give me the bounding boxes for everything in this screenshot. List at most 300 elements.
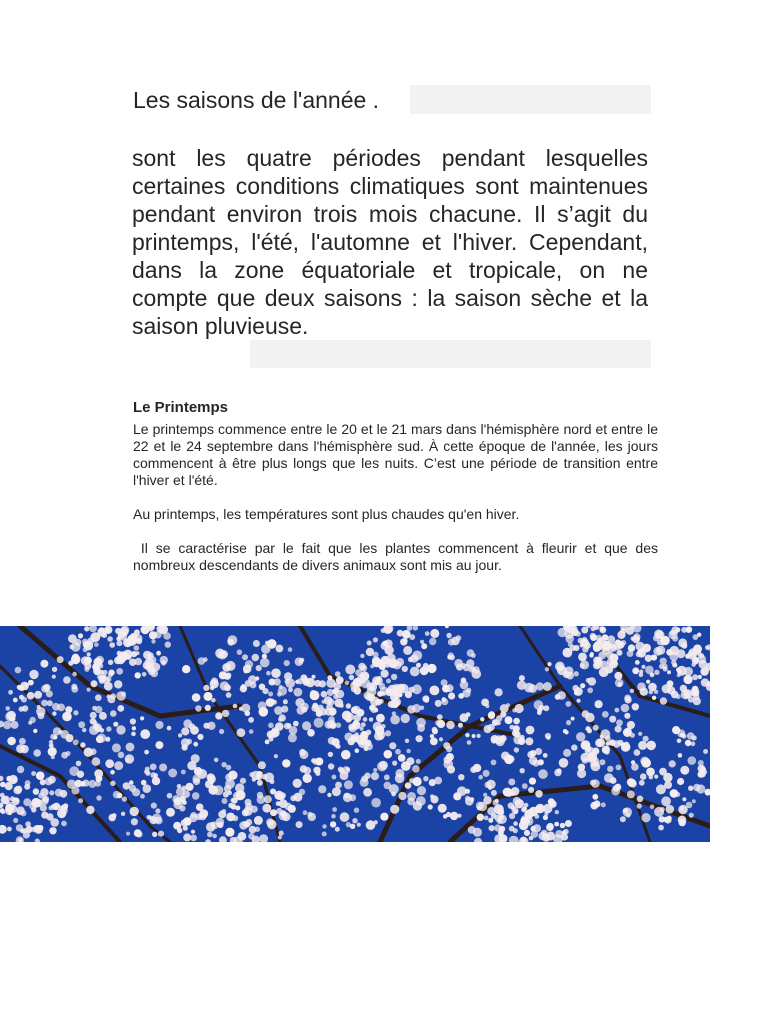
blossom — [110, 710, 117, 717]
page-title: Les saisons de l'année . — [133, 87, 380, 113]
blossom — [80, 742, 85, 747]
blossom — [430, 738, 438, 746]
blossom — [450, 812, 458, 820]
blossom — [224, 684, 231, 691]
blossom — [661, 796, 671, 806]
blossom — [373, 722, 382, 731]
blossom — [574, 687, 583, 696]
blossom — [453, 792, 461, 800]
blossom — [500, 735, 507, 742]
blossom — [6, 776, 11, 781]
blossom — [381, 670, 389, 678]
blossom — [413, 777, 422, 786]
blossom — [680, 766, 689, 775]
blossom — [380, 813, 388, 821]
blossom — [613, 740, 621, 748]
blossom — [58, 730, 62, 734]
blossom — [117, 705, 124, 712]
blossom — [687, 732, 694, 739]
blossom — [140, 729, 150, 739]
blossom — [121, 812, 125, 816]
blossom — [140, 794, 145, 799]
blossom — [78, 721, 85, 728]
blossom — [601, 802, 606, 807]
blossom — [637, 796, 644, 803]
blossom — [203, 685, 209, 691]
blossom — [235, 806, 240, 811]
blossom — [358, 663, 366, 671]
blossom — [214, 758, 219, 763]
blossom — [392, 684, 402, 694]
blossom — [654, 775, 658, 779]
blossom — [627, 790, 635, 798]
blossom — [677, 739, 682, 744]
blossom — [416, 759, 421, 764]
blossom — [599, 667, 609, 677]
blossom — [225, 828, 234, 837]
blossom — [227, 639, 232, 644]
blossom — [696, 784, 705, 793]
blossom — [343, 793, 352, 802]
blossom — [173, 822, 181, 830]
blossom — [428, 804, 433, 809]
blossom — [3, 721, 12, 730]
blossom — [257, 780, 263, 786]
blossom — [407, 705, 415, 713]
blossom — [145, 771, 150, 776]
blossom — [679, 819, 686, 826]
blossom — [705, 645, 710, 650]
blossom — [82, 728, 87, 733]
blossom — [637, 682, 646, 691]
blossom — [276, 801, 281, 806]
blossom — [165, 641, 171, 647]
blossom — [312, 703, 318, 709]
blossom — [689, 813, 694, 818]
blossom — [398, 754, 406, 762]
blossom — [565, 635, 574, 644]
blossom — [163, 632, 171, 640]
blossom — [620, 816, 626, 822]
blossom — [374, 820, 378, 824]
blossom — [73, 710, 78, 715]
blossom — [525, 737, 533, 745]
blossom — [385, 730, 391, 736]
blossom — [580, 663, 585, 668]
blossom — [406, 757, 414, 765]
blossom — [484, 725, 492, 733]
blossom — [315, 758, 323, 766]
blossom — [566, 720, 571, 725]
section-paragraph-1: Le printemps commence entre le 20 et le 21 mars dans l'hémisphère nord et entre le 22 et le 24 septembre dans l'hémisphère sud. À cette époque de l'année, les jours commencent à être plus longs que les nuits. C’est une période de transition entre l'hiver et l'été. — [133, 421, 658, 488]
blossom — [376, 714, 385, 723]
blossom — [107, 694, 111, 698]
blossom — [342, 766, 350, 774]
blossom — [416, 735, 423, 742]
blossom — [66, 751, 71, 756]
blossom — [155, 721, 163, 729]
blossom — [145, 658, 155, 668]
blossom — [303, 774, 312, 783]
blossom — [457, 814, 461, 818]
blossom — [196, 803, 204, 811]
blossom — [365, 740, 372, 747]
blossom — [592, 794, 598, 800]
blossom — [446, 812, 451, 817]
blossom — [135, 651, 139, 655]
blossom — [102, 632, 108, 638]
blossom — [602, 711, 609, 718]
blossom — [258, 761, 266, 769]
blossom — [478, 775, 483, 780]
blossom — [327, 675, 332, 680]
blossom — [297, 678, 303, 684]
blossom — [357, 823, 361, 827]
blossom — [571, 744, 577, 750]
blossom — [684, 667, 693, 676]
blossom — [640, 773, 647, 780]
section-paragraph-3: Il se caractérise par le fait que les plantes commencent à fleurir et que des nombreux descendants de divers animaux sont mis au jour. — [133, 540, 662, 573]
blossom — [381, 642, 389, 650]
blossom — [596, 635, 602, 641]
blossom — [36, 771, 45, 780]
blossom — [491, 790, 497, 796]
blossom — [210, 686, 214, 690]
blossom — [620, 628, 626, 634]
blossom — [497, 721, 501, 725]
blossom — [105, 759, 114, 768]
blossom — [546, 832, 555, 841]
blossom — [595, 700, 603, 708]
blossom — [28, 680, 34, 686]
blossom — [669, 760, 676, 767]
blossom — [155, 741, 163, 749]
blossom — [9, 718, 13, 722]
blossom — [409, 687, 415, 693]
blossom — [384, 774, 390, 780]
blossom — [410, 667, 420, 677]
blossom — [332, 787, 341, 796]
blossom — [458, 693, 464, 699]
blossom — [363, 717, 368, 722]
blossom — [8, 690, 13, 695]
blossom — [336, 676, 344, 684]
blossom — [604, 750, 609, 755]
blossom — [76, 761, 82, 767]
blossom — [465, 733, 469, 737]
blossom — [635, 660, 640, 665]
blossom — [78, 633, 83, 638]
blossom — [646, 768, 655, 777]
blossom — [547, 823, 554, 830]
blossom — [599, 759, 605, 765]
blossom — [565, 730, 569, 734]
blossom — [48, 776, 56, 784]
blossom — [600, 661, 608, 669]
blossom — [377, 691, 383, 697]
blossom — [63, 676, 71, 684]
blossom — [659, 768, 667, 776]
blossom — [353, 678, 362, 687]
blossom — [33, 729, 37, 733]
blossom — [403, 646, 412, 655]
blossom — [405, 739, 409, 743]
blossom — [302, 677, 309, 684]
blossom — [678, 805, 687, 814]
blossom — [143, 784, 152, 793]
blossom — [397, 630, 404, 637]
blossom — [236, 791, 245, 800]
blossom — [0, 796, 8, 804]
blossom — [391, 674, 397, 680]
blossom — [312, 692, 318, 698]
blossom — [332, 775, 337, 780]
blossom — [132, 726, 136, 730]
blossom — [688, 756, 697, 765]
blossom — [75, 780, 82, 787]
blossom — [71, 787, 79, 795]
blossom — [467, 740, 472, 745]
blossom — [577, 769, 586, 778]
blossom — [328, 752, 333, 757]
blossom — [245, 660, 253, 668]
blossom — [84, 748, 93, 757]
blossom — [90, 712, 97, 719]
blossom — [167, 726, 172, 731]
blossom — [416, 663, 421, 668]
blossom — [271, 668, 281, 678]
blossom — [545, 733, 551, 739]
blossom — [390, 693, 399, 702]
blossom — [266, 671, 271, 676]
blossom — [91, 680, 98, 687]
blossom — [129, 659, 136, 666]
blossom — [92, 706, 97, 711]
blossom — [470, 766, 477, 773]
blossom — [401, 714, 410, 723]
blossom — [349, 675, 354, 680]
blossom — [130, 807, 139, 816]
blossom — [601, 644, 609, 652]
blossom — [134, 645, 140, 651]
blossom — [515, 704, 524, 713]
blossom — [262, 688, 268, 694]
blossom — [435, 700, 442, 707]
blossom — [519, 675, 525, 681]
intro-highlight-mask-tail — [132, 340, 250, 368]
blossom — [367, 641, 372, 646]
blossom — [487, 807, 495, 815]
blossom — [226, 765, 232, 771]
blossom — [215, 712, 222, 719]
blossom — [513, 821, 518, 826]
blossom — [183, 826, 188, 831]
blossom — [615, 708, 620, 713]
blossom — [701, 678, 709, 686]
blossom — [182, 790, 190, 798]
blossom — [87, 638, 94, 645]
blossom — [109, 642, 115, 648]
blossom — [328, 716, 335, 723]
blossom — [312, 675, 316, 679]
blossom — [692, 674, 698, 680]
blossom — [529, 778, 536, 785]
blossom — [448, 692, 455, 699]
blossom — [591, 762, 601, 772]
blossom — [438, 804, 447, 813]
blossom — [614, 672, 622, 680]
blossom — [34, 691, 42, 699]
blossom — [638, 741, 647, 750]
blossom — [491, 760, 497, 766]
blossom — [197, 769, 207, 779]
blossom — [294, 688, 303, 697]
blossom — [353, 720, 359, 726]
blossom — [649, 690, 653, 694]
blossom — [465, 789, 470, 794]
blossom — [693, 697, 701, 705]
blossom — [578, 653, 587, 662]
blossom — [253, 640, 260, 647]
blossom — [473, 666, 480, 673]
blossom — [276, 645, 284, 653]
blossom — [480, 717, 484, 721]
blossom — [135, 672, 141, 678]
blossom — [425, 631, 430, 636]
blossom — [424, 698, 429, 703]
blossom — [621, 742, 626, 747]
blossom — [617, 650, 623, 656]
blossom — [327, 793, 331, 797]
blossom — [680, 685, 687, 692]
blossom — [494, 804, 504, 814]
blossom — [379, 699, 384, 704]
blossom — [430, 629, 439, 638]
blossom — [132, 788, 140, 796]
blossom — [454, 659, 463, 668]
blossom — [88, 780, 96, 788]
blossom — [300, 765, 308, 773]
blossom — [242, 654, 248, 660]
blossom — [276, 808, 282, 814]
blossom — [677, 778, 684, 785]
blossom — [142, 672, 147, 677]
blossom — [319, 680, 326, 687]
blossom — [228, 771, 237, 780]
blossom — [73, 739, 79, 745]
blossom — [607, 766, 613, 772]
blossom — [340, 812, 350, 822]
blossom — [680, 733, 685, 738]
blossom — [13, 786, 21, 794]
blossom — [52, 711, 56, 715]
blossom — [266, 700, 271, 705]
blossom — [619, 643, 623, 647]
blossom — [577, 699, 581, 703]
blossom — [110, 781, 115, 786]
blossom — [529, 809, 534, 814]
blossom — [447, 655, 452, 660]
blossom — [593, 662, 601, 670]
blossom — [21, 697, 27, 703]
blossom — [386, 679, 391, 684]
blossom — [545, 667, 549, 671]
blossom — [167, 793, 173, 799]
blossom — [61, 821, 67, 827]
blossom — [554, 822, 559, 827]
blossom — [638, 732, 642, 736]
blossom — [226, 661, 236, 671]
blossom — [652, 696, 656, 700]
blossom — [683, 675, 692, 684]
blossom — [329, 708, 337, 716]
blossom — [355, 748, 360, 753]
blossom — [488, 786, 492, 790]
blossom — [460, 681, 469, 690]
blossom — [582, 646, 588, 652]
blossom — [395, 749, 401, 755]
blossom — [557, 691, 566, 700]
blossom — [628, 779, 637, 788]
blossom — [322, 700, 326, 704]
blossom — [7, 737, 16, 746]
blossom — [669, 652, 678, 661]
blossom — [252, 654, 260, 662]
blossom — [556, 768, 561, 773]
blossom — [245, 711, 251, 717]
blossom — [692, 657, 700, 665]
blossom — [302, 721, 311, 730]
blossom — [488, 712, 495, 719]
blossom — [307, 729, 315, 737]
blossom — [288, 647, 293, 652]
blossom — [129, 780, 134, 785]
blossom — [150, 670, 158, 678]
blossom — [623, 728, 632, 737]
blossom — [23, 831, 30, 838]
blossom — [371, 798, 381, 808]
blossom — [458, 723, 463, 728]
blossom — [84, 626, 89, 631]
blossom — [373, 768, 377, 772]
blossom — [484, 816, 489, 821]
blossom — [16, 744, 25, 753]
blossom — [151, 639, 155, 643]
blossom — [565, 701, 571, 707]
blossom — [649, 775, 653, 779]
blossom — [335, 782, 342, 789]
blossom — [409, 634, 415, 640]
blossom — [330, 821, 336, 827]
blossom — [212, 834, 217, 839]
blossom — [398, 693, 402, 697]
blossom — [631, 637, 635, 641]
blossom — [96, 795, 101, 800]
blossom — [181, 727, 189, 735]
blossom — [270, 809, 277, 816]
blossom — [691, 741, 696, 746]
blossom — [159, 764, 167, 772]
blossom — [535, 748, 542, 755]
blossom — [341, 750, 351, 760]
blossom — [7, 827, 12, 832]
blossom — [258, 701, 267, 710]
blossom — [402, 666, 408, 672]
blossom — [580, 683, 585, 688]
blossom — [191, 754, 200, 763]
blossom — [266, 818, 274, 826]
blossom — [555, 810, 559, 814]
